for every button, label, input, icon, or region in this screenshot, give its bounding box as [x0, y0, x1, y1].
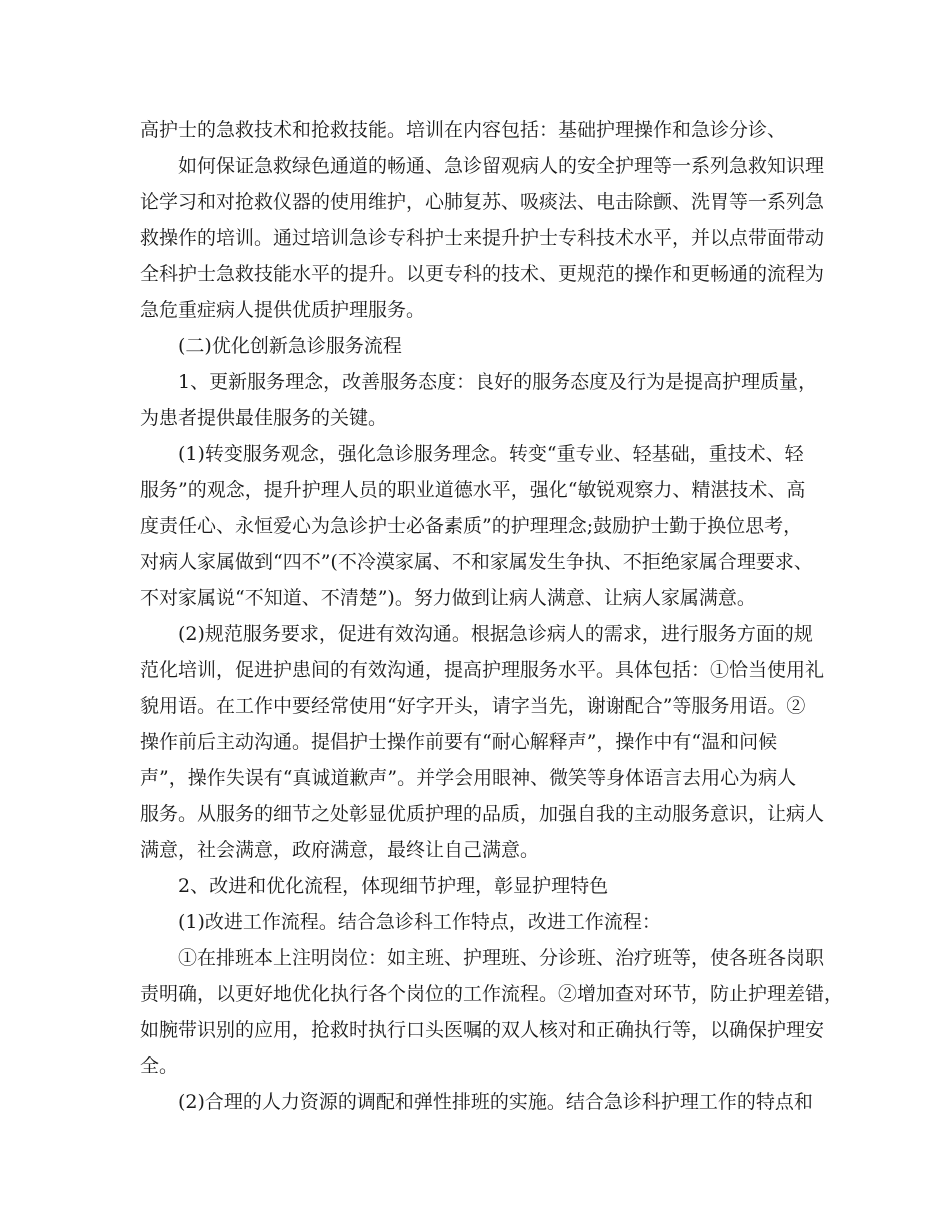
text-line: 如何保证急救绿色通道的畅通、急诊留观病人的安全护理等一系列急救知识理 — [178, 155, 825, 177]
text-line: 全科护士急救技能水平的提升。以更专科的技术、更规范的操作和更畅通的流程为 — [140, 263, 825, 285]
text-line: 声”，操作失误有“真诚道歉声”。并学会用眼神、微笑等身体语言去用心为病人 — [140, 767, 797, 789]
text-line: (二)优化创新急诊服务流程 — [178, 335, 402, 357]
text-line: (1)改进工作流程。结合急诊科工作特点，改进工作流程： — [178, 911, 661, 933]
text-line: 全。 — [140, 1055, 179, 1077]
text-line: 责明确，以更好地优化执行各个岗位的工作流程。②增加查对环节，防止护理差错， — [140, 983, 844, 1005]
text-line: 2、改进和优化流程，体现细节护理，彰显护理特色 — [178, 875, 609, 897]
text-line: 对病人家属做到“四不”(不冷漠家属、不和家属发生争执、不拒绝家属合理要求、 — [140, 551, 813, 573]
text-line: 救操作的培训。通过培训急诊专科护士来提升护士专科技术水平，并以点带面带动 — [140, 227, 825, 249]
text-line: 不对家属说“不知道、不清楚”)。努力做到让病人满意、让病人家属满意。 — [140, 587, 756, 609]
text-line: 服务”的观念，提升护理人员的职业道德水平，强化“敏锐观察力、精湛技术、高 — [140, 479, 806, 501]
text-line: (2)规范服务要求，促进有效沟通。根据急诊病人的需求，进行服务方面的规 — [178, 623, 813, 645]
text-line: 论学习和对抢救仪器的使用维护，心肺复苏、吸痰法、电击除颤、洗胃等一系列急 — [140, 191, 825, 213]
text-line: ①在排班本上注明岗位：如主班、护理班、分诊班、治疗班等，使各班各岗职 — [178, 947, 825, 969]
text-line: 操作前后主动沟通。提倡护士操作前要有“耐心解释声”，操作中有“温和问候 — [140, 731, 778, 753]
text-line: (2)合理的人力资源的调配和弹性排班的实施。结合急诊科护理工作的特点和 — [178, 1091, 813, 1113]
text-line: 为患者提供最佳服务的关键。 — [140, 407, 388, 429]
document-body — [140, 112, 844, 1120]
text-line: 服务。从服务的细节之处彰显优质护理的品质，加强自我的主动服务意识，让病人 — [140, 803, 825, 825]
text-line: 范化培训，促进护患间的有效沟通，提高护理服务水平。具体包括：①恰当使用礼 — [140, 659, 825, 681]
text-line: 貌用语。在工作中要经常使用“好字开头，请字当先，谢谢配合”等服务用语。② — [140, 695, 806, 717]
text-line: 满意，社会满意，政府满意，最终让自己满意。 — [140, 839, 540, 861]
text-line: 1、更新服务理念，改善服务态度：良好的服务态度及行为是提高护理质量， — [178, 371, 818, 393]
text-line: 如腕带识别的应用，抢救时执行口头医嘱的双人核对和正确执行等，以确保护理安 — [140, 1019, 825, 1041]
text-line: (1)转变服务观念，强化急诊服务理念。转变“重专业、轻基础，重技术、轻 — [178, 443, 804, 465]
text-line: 急危重症病人提供优质护理服务。 — [140, 299, 426, 321]
text-line: 度责任心、永恒爱心为急诊护士必备素质”的护理理念;鼓励护士勤于换位思考， — [140, 515, 803, 537]
text-line: 高护士的急救技术和抢救技能。培训在内容包括：基础护理操作和急诊分诊、 — [140, 119, 787, 141]
